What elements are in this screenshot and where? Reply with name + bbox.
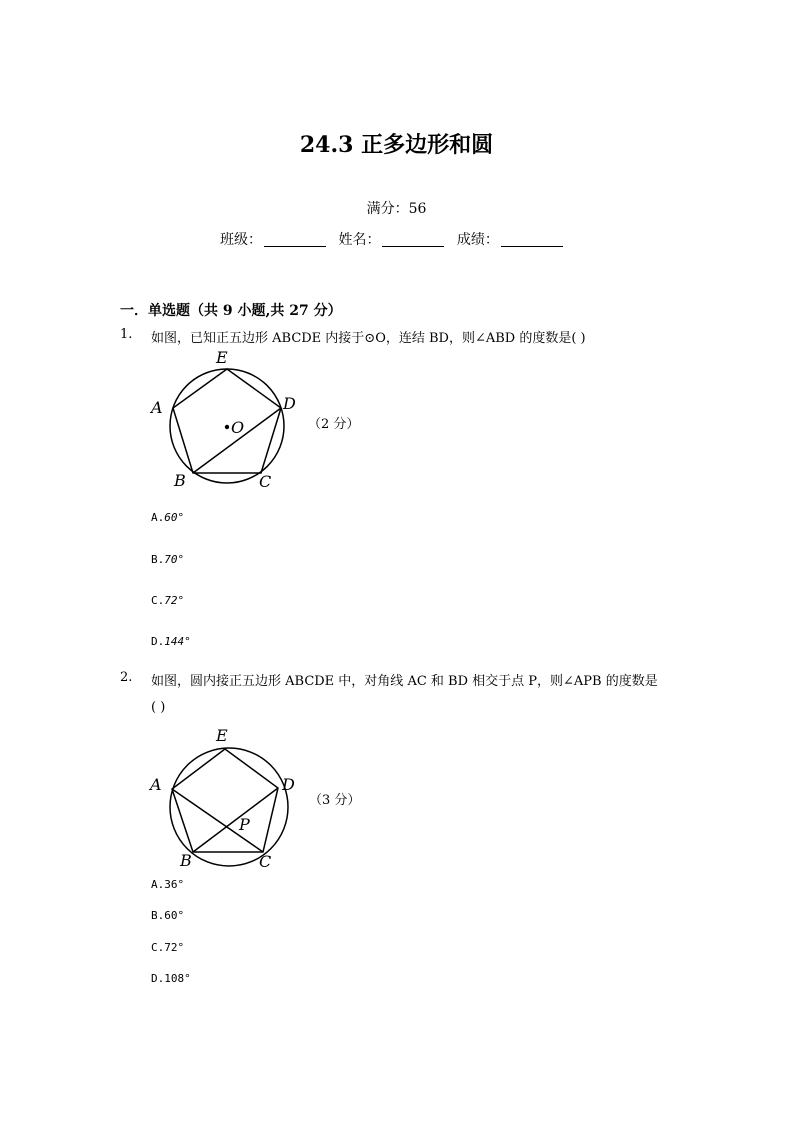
option-value: 108° xyxy=(164,972,191,985)
question-1-number: 1. xyxy=(120,327,133,342)
label-p: P xyxy=(239,815,250,834)
label-d: D xyxy=(282,775,295,794)
option-value: 60° xyxy=(164,909,185,922)
label-b: B xyxy=(180,851,192,870)
option-letter: D. xyxy=(151,635,165,648)
center-point xyxy=(225,425,229,429)
label-b: B xyxy=(174,471,186,490)
option-letter: D. xyxy=(151,972,165,985)
option-value: 72° xyxy=(164,941,185,954)
label-e: E xyxy=(216,348,228,367)
option-value: 72° xyxy=(164,594,185,607)
option-letter: C. xyxy=(151,941,165,954)
option-letter: C. xyxy=(151,594,165,607)
question-2-figure xyxy=(145,722,310,872)
question-2-points: （3 分） xyxy=(309,793,361,808)
question-2-option-b[interactable] xyxy=(151,909,184,922)
question-1-points: （2 分） xyxy=(308,417,360,432)
question-2-option-a[interactable] xyxy=(151,878,184,891)
question-1-text: 如图，已知正五边形 ABCDE 内接于⊙O，连结 BD，则∠ABD 的度数是( ) xyxy=(151,331,586,346)
question-2-option-d[interactable] xyxy=(151,972,191,985)
question-1-option-b[interactable] xyxy=(151,553,184,566)
question-2-text-cont: ( ) xyxy=(151,700,166,715)
class-label: 班级： xyxy=(220,232,262,248)
student-info-line xyxy=(220,229,571,249)
name-label: 姓名： xyxy=(338,232,381,248)
circle xyxy=(170,748,288,866)
label-e: E xyxy=(216,726,228,745)
label-d: D xyxy=(283,394,296,413)
question-2-number: 2. xyxy=(120,670,133,685)
question-1-option-a[interactable] xyxy=(151,511,184,524)
full-score: 满分：56 xyxy=(366,201,427,217)
option-value: 70° xyxy=(164,553,185,566)
grade-blank xyxy=(501,232,563,247)
option-letter: A. xyxy=(151,511,165,524)
pentagon-abcde xyxy=(173,369,281,473)
label-c: C xyxy=(259,852,272,871)
page-title: 24.3 正多边形和圆 xyxy=(299,132,494,158)
name-blank xyxy=(382,232,444,247)
label-a: A xyxy=(150,775,162,794)
option-value: 36° xyxy=(164,878,185,891)
section-title: 一．单选题（共 9 小题,共 27 分） xyxy=(120,303,342,319)
label-o: O xyxy=(231,418,245,437)
question-1-option-c[interactable] xyxy=(151,594,184,607)
option-value: 60° xyxy=(164,511,185,524)
option-letter: A. xyxy=(151,878,165,891)
class-blank xyxy=(264,232,326,247)
option-letter: B. xyxy=(151,909,165,922)
question-1-option-d[interactable] xyxy=(151,635,191,648)
label-c: C xyxy=(259,472,272,491)
option-value: 144° xyxy=(164,635,191,648)
question-1-figure xyxy=(145,345,305,495)
question-2-option-c[interactable] xyxy=(151,941,184,954)
grade-label: 成绩： xyxy=(456,232,499,248)
question-2-text: 如图，圆内接正五边形 ABCDE 中，对角线 AC 和 BD 相交于点 P，则∠APB 的度数是 xyxy=(151,674,658,689)
label-a: A xyxy=(151,398,163,417)
option-letter: B. xyxy=(151,553,165,566)
